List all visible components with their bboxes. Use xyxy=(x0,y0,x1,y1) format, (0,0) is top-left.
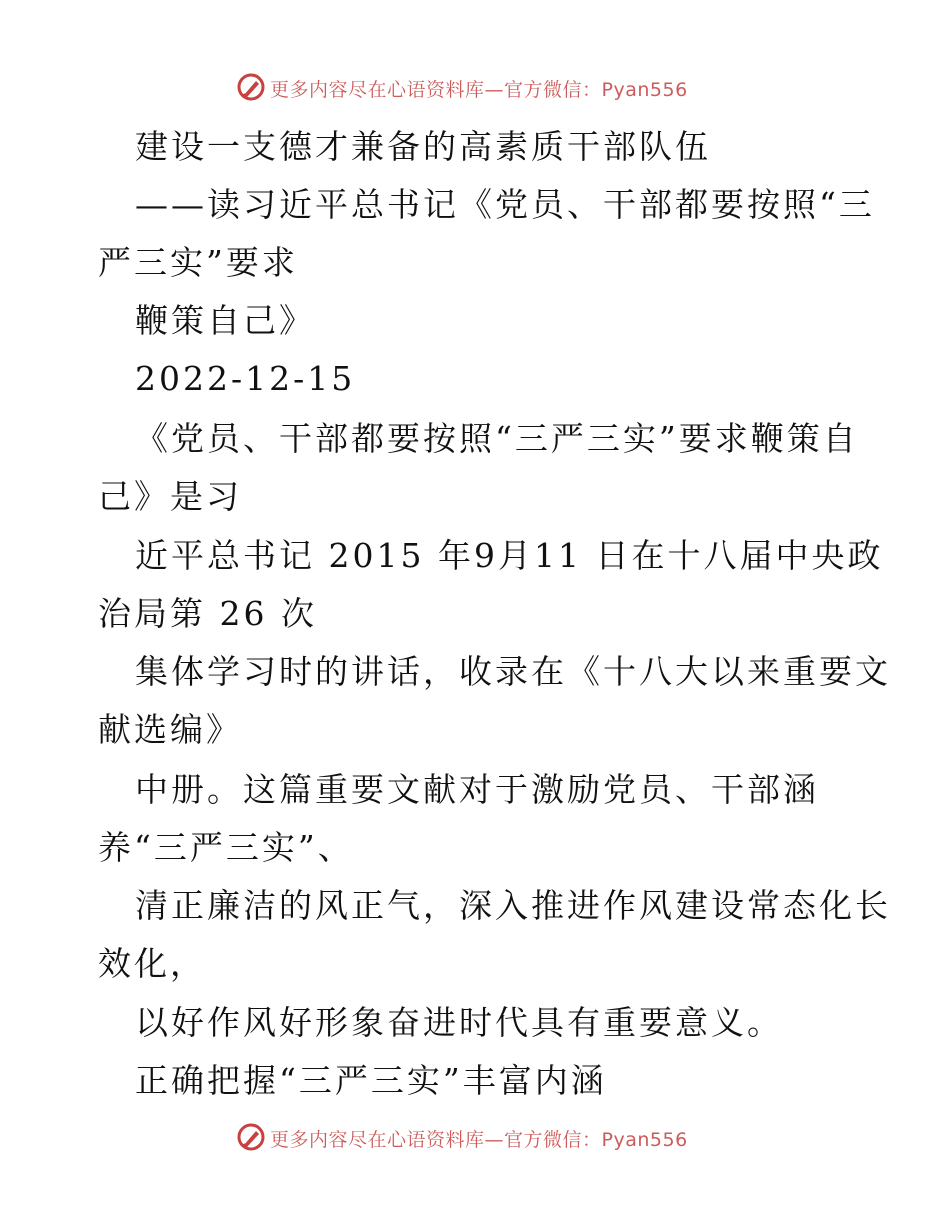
paragraph-line: 以好作风好形象奋进时代具有重要意义。 xyxy=(135,1003,783,1042)
paragraph-line: 效化， xyxy=(98,944,206,983)
header-watermark xyxy=(0,70,950,110)
paragraph-line: 己》是习 xyxy=(98,477,242,516)
paragraph-line: 近平总书记 2015 年9月11 日在十八届中央政 xyxy=(135,536,884,575)
section-heading: 正确把握“三严三实”丰富内涵 xyxy=(135,1061,607,1100)
paragraph-line: 集体学习时的讲话，收录在《十八大以来重要文 xyxy=(135,652,891,691)
document-subtitle: ——读习近平总书记《党员、干部都要按照“三 xyxy=(135,185,875,224)
document-title: 建设一支德才兼备的高素质干部队伍 xyxy=(135,127,711,166)
paragraph-line: 中册。这篇重要文献对于激励党员、干部涵 xyxy=(135,770,819,809)
paragraph-line: 养“三严三实”、 xyxy=(98,828,354,867)
pen-logo-icon xyxy=(236,1122,266,1152)
document-subtitle-cont: 严三实”要求 xyxy=(98,243,298,282)
paragraph-line: 《党员、干部都要按照“三严三实”要求鞭策自 xyxy=(135,419,859,458)
document-date: 2022-12-15 xyxy=(135,359,356,398)
watermark-text: 更多内容尽在心语资料库—官方微信：Pyan556 xyxy=(270,1129,688,1151)
document-subtitle-end: 鞭策自己》 xyxy=(135,301,315,340)
paragraph-line: 献选编》 xyxy=(98,710,242,749)
paragraph-line: 清正廉洁的风正气，深入推进作风建设常态化长 xyxy=(135,886,891,925)
pen-logo-icon xyxy=(236,72,266,102)
watermark-text: 更多内容尽在心语资料库—官方微信：Pyan556 xyxy=(270,79,688,101)
footer-watermark xyxy=(0,1120,950,1160)
paragraph-line: 治局第 26 次 xyxy=(98,594,317,633)
